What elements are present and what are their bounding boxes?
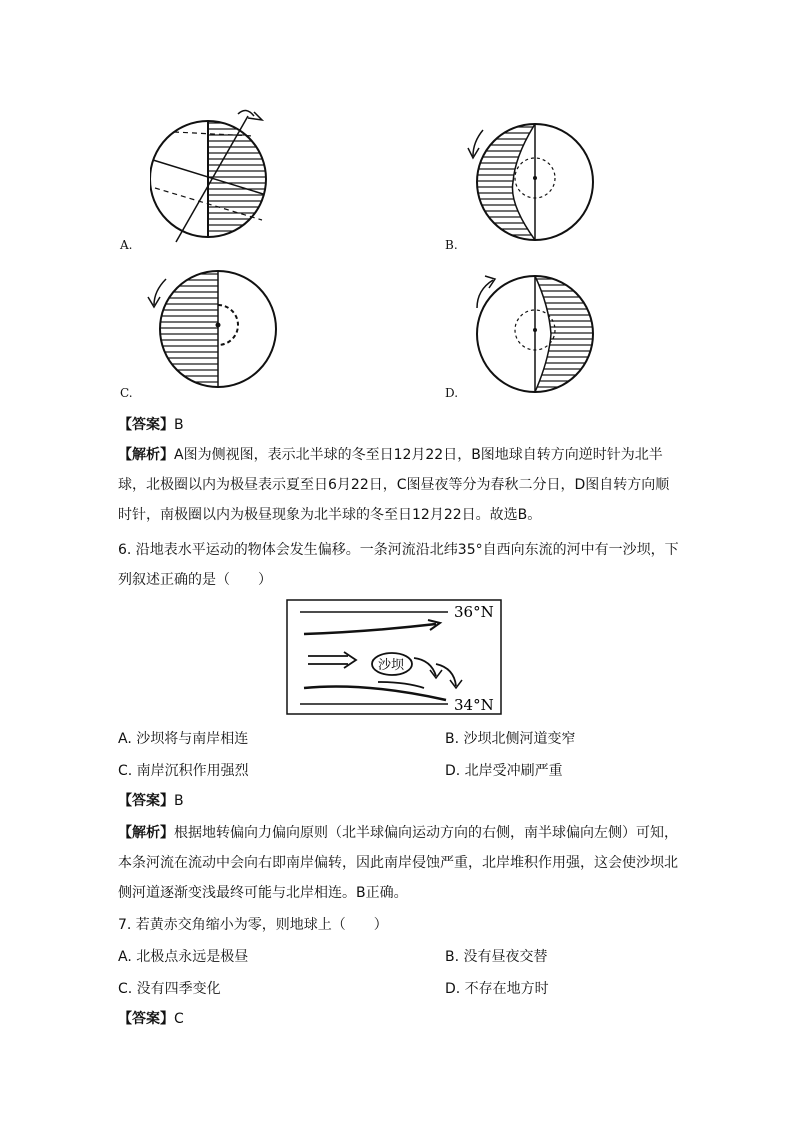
q5-analysis-text: A图为侧视图，表示北半球的冬至日12月22日，B图地球自转方向逆时针为北半球，北极圈以内为极昼表示夏至日6月22日，C图昼夜等分为春秋二分日，D图自转方向顺时针，南极圈以内为极昼现象为北半球的冬至日12月22日。故选B。 [118,447,670,523]
q6-analysis [118,818,680,908]
q7-stem: 7. 若黄赤交角缩小为零，则地球上（ ） [118,917,388,933]
figure-d-label: D. [445,386,459,400]
q6-stem: 6. 沿地表水平运动的物体会发生偏移。一条河流沿北纬35°自西向东流的河中有一沙坝，下列叙述正确的是（ ） [118,542,679,588]
q7-answer [118,1008,184,1028]
q6-answer-tag: 【答案】 [118,793,174,809]
figure-b-globe [463,118,603,248]
q5-answer-value: B [174,417,184,433]
figure-b-label: B. [445,238,458,252]
q7-option-d: D. 不存在地方时 [445,981,549,997]
river-diagram [286,598,506,718]
q6-option-d: D. 北岸受冲刷严重 [445,763,563,779]
q6-answer [118,790,184,810]
q7-option-c: C. 没有四季变化 [118,981,221,997]
river-bottom-label: 34°N [454,696,494,714]
q7-answer-value: C [174,1011,184,1027]
river-top-label: 36°N [454,603,494,621]
figure-d-globe [463,270,603,400]
q7-option-b: B. 没有昼夜交替 [445,949,548,965]
q5-analysis [118,440,680,530]
q6-analysis-tag: 【解析】 [118,825,174,841]
q6-option-a: A. 沙坝将与南岸相连 [118,731,249,747]
q7-answer-tag: 【答案】 [118,1011,174,1027]
q7-option-a: A. 北极点永远是极昼 [118,949,249,965]
q6-option-c: C. 南岸沉积作用强烈 [118,763,249,779]
q5-analysis-tag: 【解析】 [118,447,174,463]
sandbar-label: 沙坝 [378,658,405,673]
figure-a-globe [150,108,280,248]
figure-a-label: A. [120,238,133,252]
q5-answer [118,414,184,434]
figure-c-label: C. [120,386,133,400]
q6-answer-value: B [174,793,184,809]
q6-analysis-text: 根据地转偏向力偏向原则（北半球偏向运动方向的右侧，南半球偏向左侧）可知，本条河流在流动中会向右即南岸偏转，因此南岸侵蚀严重，北岸堆积作用强，这会使沙坝北侧河道逐渐变浅最终可能与北岸相连。B正确。 [118,825,678,901]
q5-answer-tag: 【答案】 [118,417,174,433]
figure-c-globe [140,265,280,395]
q6-option-b: B. 沙坝北侧河道变窄 [445,731,576,747]
